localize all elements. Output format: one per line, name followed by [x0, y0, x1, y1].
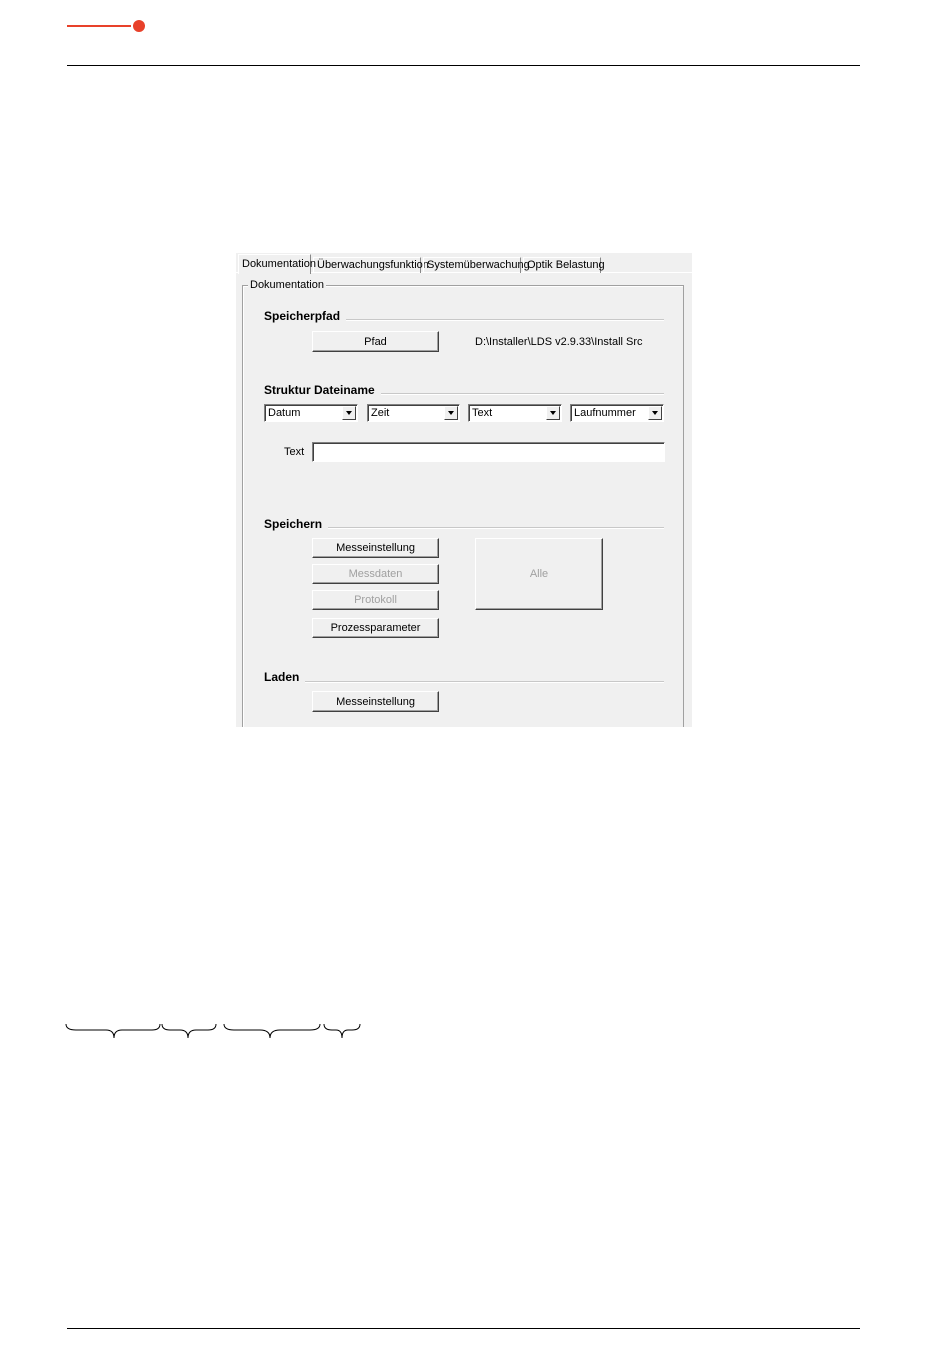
select-value: Datum	[268, 407, 301, 419]
groupbox-label: Dokumentation	[250, 279, 324, 291]
tab-dokumentation[interactable]: Dokumentation	[238, 254, 311, 274]
brace-zeit	[162, 1024, 216, 1038]
chevron-down-icon[interactable]	[648, 406, 662, 420]
load-messeinstellung-button[interactable]: Messeinstellung	[312, 691, 439, 712]
filename-part-4-select[interactable]	[570, 404, 664, 422]
chevron-down-icon[interactable]	[444, 406, 458, 420]
pfad-button[interactable]: Pfad	[312, 331, 439, 352]
save-messdaten-button[interactable]: Messdaten	[312, 564, 439, 584]
laden-title: Laden	[264, 670, 305, 684]
dokumentation-dialog	[236, 253, 692, 727]
tab-strip	[236, 253, 692, 273]
laden-rule	[264, 681, 664, 683]
speicherpfad-title: Speicherpfad	[264, 309, 346, 323]
brace-text	[224, 1024, 320, 1038]
tab-systemueberwachung[interactable]: Systemüberwachung	[423, 257, 521, 273]
filename-part-1-select[interactable]	[264, 404, 358, 422]
save-messeinstellung-button[interactable]: Messeinstellung	[312, 538, 439, 558]
filename-part-2-select[interactable]	[367, 404, 460, 422]
footer-rule	[67, 1328, 860, 1329]
dokumentation-groupbox	[242, 285, 684, 727]
tab-optik-belastung[interactable]: Optik Belastung	[523, 257, 601, 273]
speichern-title: Speichern	[264, 517, 328, 531]
select-value: Laufnummer	[574, 407, 636, 419]
chevron-down-icon[interactable]	[546, 406, 560, 420]
save-protokoll-button[interactable]: Protokoll	[312, 590, 439, 610]
filename-part-3-select[interactable]	[468, 404, 562, 422]
select-value: Zeit	[371, 407, 390, 419]
select-value: Text	[472, 407, 493, 419]
brand-line	[67, 25, 131, 27]
brand-dot	[133, 20, 145, 32]
filename-text-input[interactable]	[312, 442, 665, 462]
save-prozessparameter-button[interactable]: Prozessparameter	[312, 618, 439, 638]
save-alle-button[interactable]: Alle	[475, 538, 603, 610]
brace-datum	[66, 1024, 160, 1038]
save-path-value: D:\Installer\LDS v2.9.33\Install Src	[475, 336, 643, 348]
filename-structure-braces	[60, 1016, 370, 1048]
header-rule	[67, 65, 860, 66]
struktur-title: Struktur Dateiname	[264, 383, 381, 397]
tab-ueberwachungsfunktion[interactable]: Überwachungsfunktion	[313, 257, 421, 273]
chevron-down-icon[interactable]	[342, 406, 356, 420]
text-field-label: Text	[284, 446, 305, 458]
brace-laufnummer	[324, 1024, 360, 1038]
